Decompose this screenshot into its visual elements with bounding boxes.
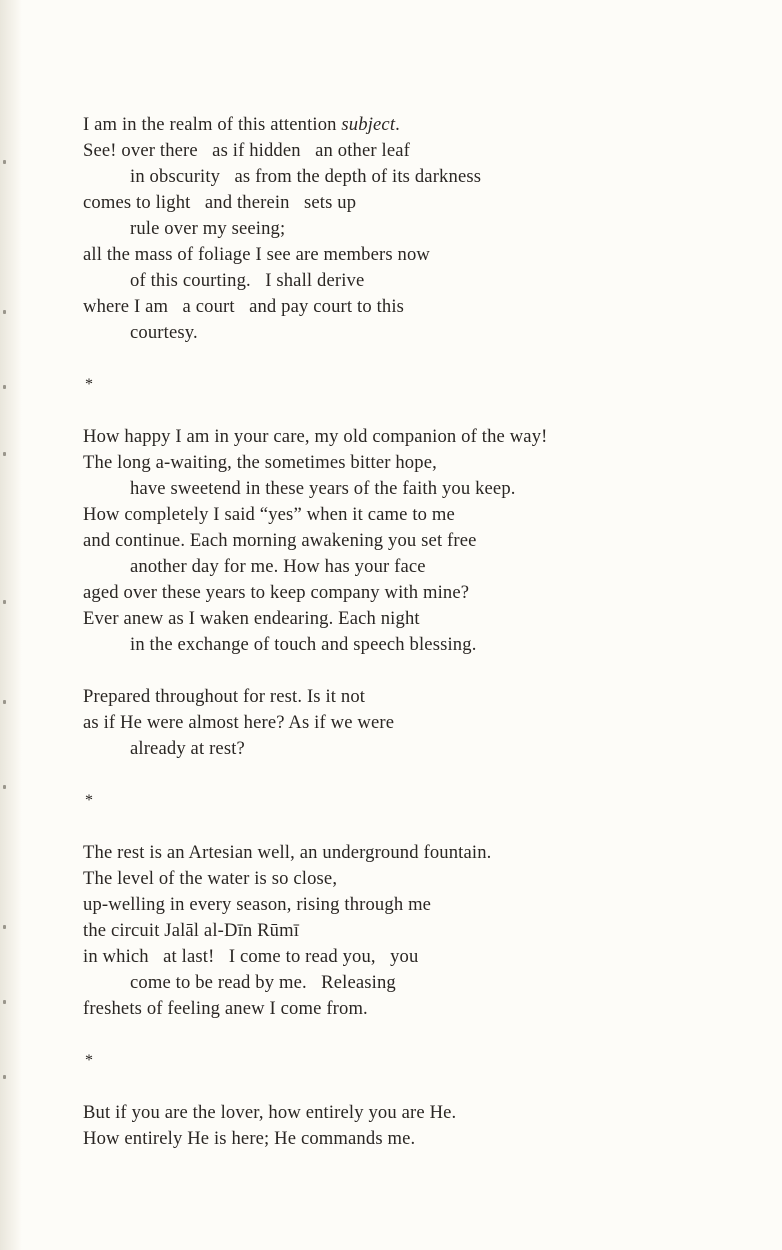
poem-line (83, 892, 743, 918)
poem-line (83, 840, 743, 866)
line-text: Prepared throughout for rest. Is it not (83, 686, 366, 707)
line-text: of this courting. I shall derive (130, 270, 365, 291)
line-text: and continue. Each morning awakening you set free (83, 530, 477, 551)
line-text: in the exchange of touch and speech blessing. (130, 634, 477, 655)
line-text: aged over these years to keep company with mine? (83, 582, 470, 603)
poem-line (83, 710, 743, 736)
poem-line (83, 606, 743, 632)
line-text: I am in the realm of this attention (83, 114, 342, 135)
stanza (83, 840, 743, 1022)
poem-line (83, 502, 743, 528)
poem-line (83, 294, 743, 320)
line-text: all the mass of foliage I see are members now (83, 244, 430, 265)
stanza (83, 424, 743, 658)
stanza (83, 1100, 743, 1152)
line-text: courtesy. (130, 322, 198, 343)
poem-line (83, 944, 743, 970)
section-separator: * (85, 792, 93, 809)
poem-line (83, 268, 743, 294)
poem-line (83, 242, 743, 268)
line-emphasis: subject (341, 114, 396, 135)
line-text: The level of the water is so close, (83, 868, 338, 889)
stanza (83, 112, 743, 346)
line-text: rule over my seeing; (130, 218, 286, 239)
line-text: the circuit Jalāl al-Dīn Rūmī (83, 920, 300, 941)
poem-line (83, 866, 743, 892)
poem-line (83, 528, 743, 554)
line-text: as if He were almost here? As if we were (83, 712, 395, 733)
line-text: come to be read by me. Releasing (130, 972, 396, 993)
poem-line (83, 918, 743, 944)
poem-line (83, 970, 743, 996)
poem-line (83, 580, 743, 606)
poem-line (83, 164, 743, 190)
line-text: comes to light and therein sets up (83, 192, 357, 213)
poem-page (83, 112, 743, 1152)
poem-line (83, 424, 743, 450)
page-binding-edge (0, 0, 22, 1250)
line-text: another day for me. How has your face (130, 556, 426, 577)
poem-line (83, 632, 743, 658)
line-text: Ever anew as I waken endearing. Each night (83, 608, 420, 629)
line-text: How happy I am in your care, my old companion of the way! (83, 426, 548, 447)
section-separator: * (85, 376, 93, 393)
poem-line (83, 138, 743, 164)
line-text: up-welling in every season, rising through me (83, 894, 432, 915)
line-text: See! over there as if hidden an other leaf (83, 140, 410, 161)
line-text: already at rest? (130, 738, 245, 759)
poem-line (83, 112, 743, 138)
section-separator: * (85, 1052, 93, 1069)
poem-line (83, 450, 743, 476)
poem-line (83, 1100, 743, 1126)
poem-line (83, 684, 743, 710)
line-text: How entirely He is here; He commands me. (83, 1128, 416, 1149)
line-text: But if you are the lover, how entirely you are He. (83, 1102, 457, 1123)
line-text: have sweetend in these years of the faith you keep. (130, 478, 516, 499)
line-text: freshets of feeling anew I come from. (83, 998, 368, 1019)
poem-line (83, 1126, 743, 1152)
poem-line (83, 736, 743, 762)
poem-line (83, 216, 743, 242)
poem-line (83, 320, 743, 346)
poem-line (83, 996, 743, 1022)
line-text: in which at last! I come to read you, you (83, 946, 419, 967)
line-text: The long a-waiting, the sometimes bitter hope, (83, 452, 437, 473)
poem-line (83, 190, 743, 216)
line-text: where I am a court and pay court to this (83, 296, 405, 317)
poem-line (83, 476, 743, 502)
line-text: in obscurity as from the depth of its darkness (130, 166, 482, 187)
stanza (83, 684, 743, 762)
line-tail: . (395, 114, 400, 135)
line-text: How completely I said “yes” when it came to me (83, 504, 455, 525)
poem-line (83, 554, 743, 580)
line-text: The rest is an Artesian well, an underground fountain. (83, 842, 492, 863)
